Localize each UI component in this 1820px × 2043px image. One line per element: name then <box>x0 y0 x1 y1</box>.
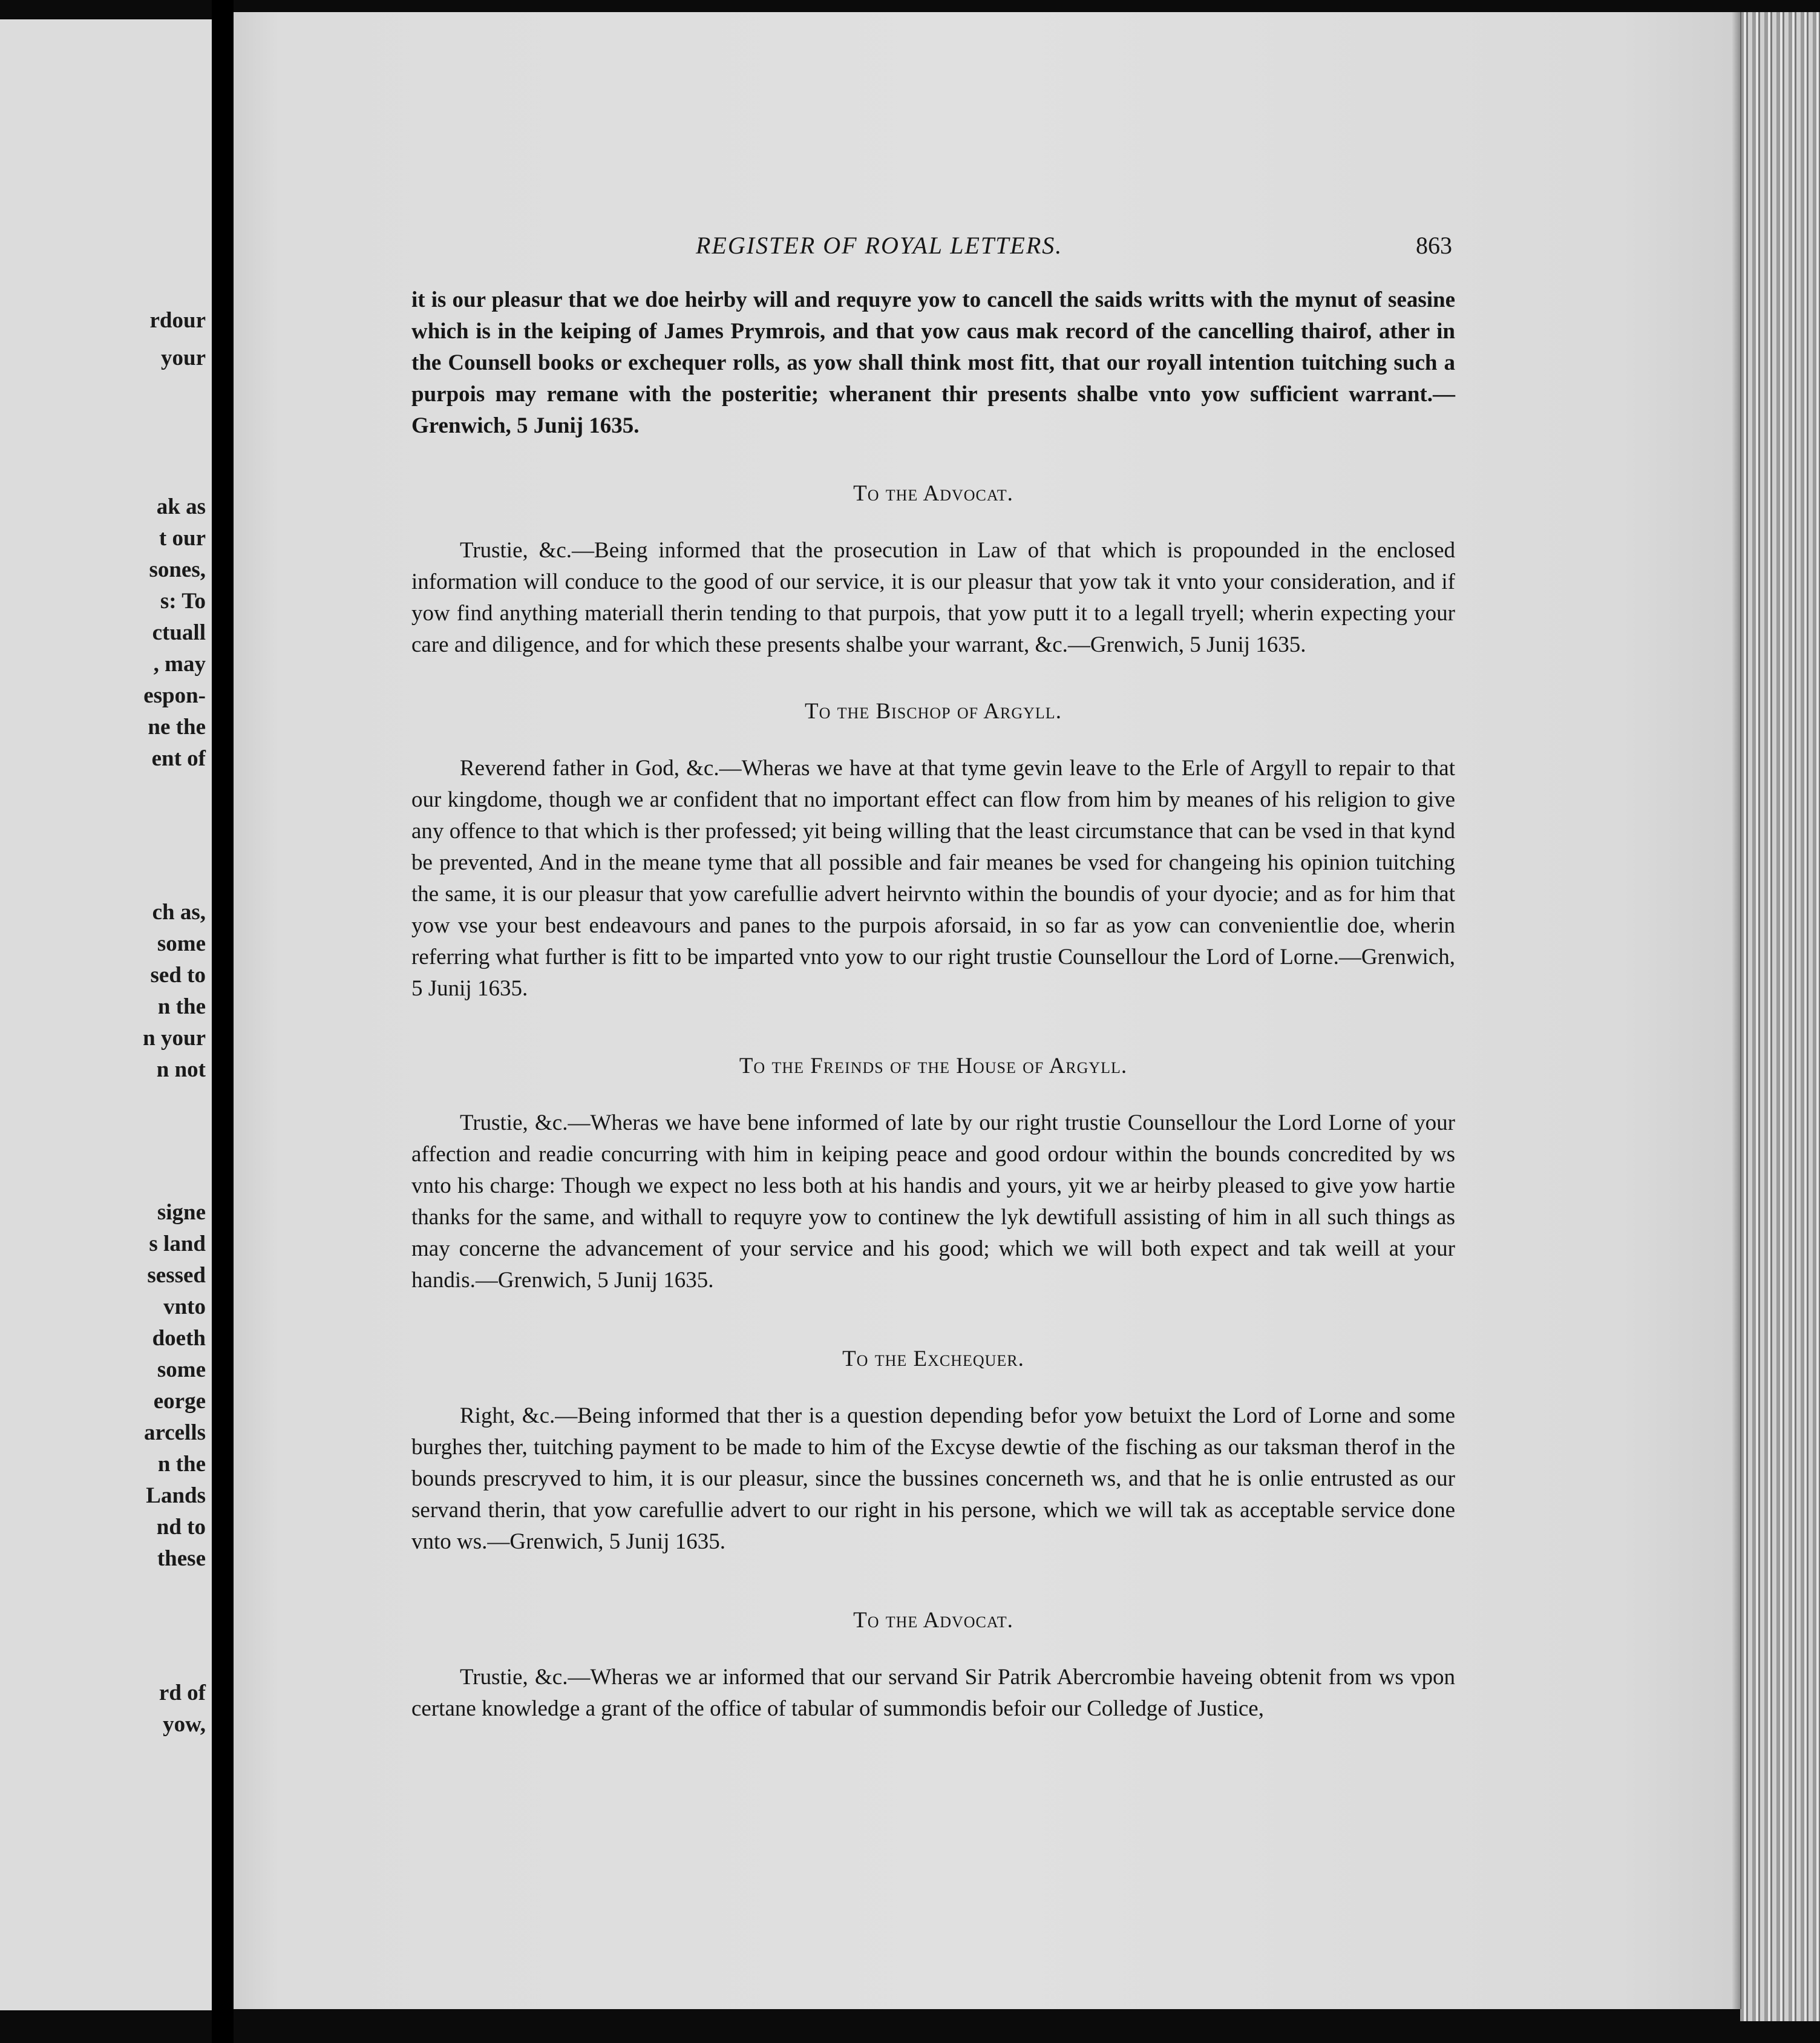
left-page-line: s: To <box>160 589 206 614</box>
left-page-line: sessed <box>147 1263 206 1288</box>
left-page-line: your <box>161 346 206 370</box>
letter-heading: To the Freinds of the House of Argyll. <box>739 1054 1128 1078</box>
left-page-line: ak as <box>156 494 206 519</box>
left-page-line: rdour <box>149 308 206 333</box>
left-page-line: espon- <box>143 683 206 708</box>
left-page-line: sed to <box>150 963 206 988</box>
left-page-line: ent of <box>151 746 206 771</box>
left-page-line: ctuall <box>152 620 206 645</box>
left-page-line: eorge <box>153 1389 206 1414</box>
letter-advocat-1 <box>411 478 1455 661</box>
left-page-line: sones, <box>149 557 206 582</box>
left-page-line: vnto <box>163 1294 206 1319</box>
left-page-line: ne the <box>148 715 206 739</box>
left-page-line: s land <box>149 1231 206 1256</box>
page-edge-shadow <box>1732 12 1741 2009</box>
letter-bischop-argyll <box>411 696 1455 1005</box>
left-page-line: ch as, <box>152 900 206 925</box>
left-page-line: Lands <box>146 1483 206 1508</box>
letter-exchequer <box>411 1343 1455 1558</box>
left-page-line: rd of <box>159 1681 206 1705</box>
left-page-line: yow, <box>163 1712 206 1737</box>
left-page-line: nd to <box>156 1515 206 1540</box>
letter-freinds-argyll <box>411 1051 1455 1296</box>
left-page-line: these <box>157 1546 206 1571</box>
left-page-line: n your <box>143 1026 206 1051</box>
running-title: REGISTER OF ROYAL LETTERS. <box>696 232 1063 259</box>
page-number: 863 <box>1416 232 1452 259</box>
letter-heading: To the Advocat. <box>853 481 1013 506</box>
letter-heading: To the Advocat. <box>853 1608 1013 1633</box>
letter-advocat-2 <box>411 1605 1455 1725</box>
left-page-line: arcells <box>143 1420 206 1445</box>
running-header <box>696 231 1458 267</box>
letter-heading: To the Exchequer. <box>842 1346 1024 1371</box>
letter-body: Trustie, &c.—Wheras we have bene informed of late by our right trustie Counsellour the Lord Lorne of your affection and readie concurring with him in keiping peace and good ordour within the bounds concredited by ws vnto his charge: Though we expect no less both at his handis and yours, yit we ar heirby pleased to give yow hartie thanks for the same, and withall to requyre yow to continew the lyk dewtifull assisting of him in all such things as may concerne the advancement of your service and his good; which we will both expect and tak weill at your handis.—Grenwich, 5 Junij 1635. <box>411 1110 1455 1293</box>
facing-page-left <box>0 19 212 2010</box>
left-page-line: some <box>157 931 206 956</box>
letter-body: Reverend father in God, &c.—Wheras we have at that tyme gevin leave to the Erle of Argyll to repair to that our kingdome, though we ar confident that no important effect can flow from him by meanes of his religion to give any offence to that which is ther professed; yit being willing that the least circumstance that can be vsed in that kynd be prevented, And in the meane tyme that all possible and fair meanes be vsed for changeing his opinion tuitching the same, it is our pleasur that yow carefullie advert heirvnto within the boundis of your dyocie; and as for him that yow vse your best endeavours and panes to the purpois aforsaid, in so far as yow can convenientlie doe, wherin referring what further is fitt to be imparted vnto yow to our right trustie Counsellour the Lord of Lorne.—Grenwich, 5 Junij 1635. <box>411 756 1455 1001</box>
left-page-line: t our <box>159 526 206 551</box>
page-edges <box>1740 12 1820 2021</box>
letter-body: Right, &c.—Being informed that ther is a question depending befor yow betuixt the Lord of Lorne and some burghes ther, tuitching payment to be made to him of the Excyse dewtie of the fisching as our taksman therof in the bounds prescryved to him, it is our pleasur, since the bussines concerneth ws, and that he is onlie entrusted as our servand therin, that yow carefullie advert to our right in his persone, which we will tak as acceptable service done vnto ws.—Grenwich, 5 Junij 1635. <box>411 1403 1455 1554</box>
left-page-line: , may <box>153 652 206 677</box>
intro-text: it is our pleasur that we doe heirby will and requyre yow to cancell the saids writts with the mynut of seasine which is in the keiping of James Prymrois, and that yow caus mak record of the cancelling thairof, ather in the Counsell books or exchequer rolls, as yow shall think most fitt, that our royall intention tuitching such a purpois may remane with the posteritie; wheranent thir presents shalbe vnto yow sufficient warrant.—Grenwich, 5 Junij 1635. <box>411 287 1455 438</box>
letter-heading: To the Bischop of Argyll. <box>805 699 1062 724</box>
letter-body: Trustie, &c.—Wheras we ar informed that our servand Sir Patrik Abercrombie haveing obtenit from ws vpon certane knowledge a grant of the office of tabular of summondis befoir our Colledge of Justice, <box>411 1665 1455 1721</box>
left-page-line: n the <box>157 1452 206 1477</box>
intro-paragraph <box>411 284 1455 442</box>
left-page-line: some <box>157 1357 206 1382</box>
left-page-line: n not <box>156 1057 206 1082</box>
left-page-line: n the <box>157 994 206 1019</box>
letter-body: Trustie, &c.—Being informed that the prosecution in Law of that which is propounded in the enclosed information will conduce to the good of our service, it is our pleasur that yow tak it vnto your consideration, and if yow find anything materiall therin tending to that purpois, that yow putt it to a legall tryell; wherin expecting your care and diligence, and for which these presents shalbe your warrant, &c.—Grenwich, 5 Junij 1635. <box>411 538 1455 657</box>
book-gutter <box>212 0 234 2043</box>
left-page-line: signe <box>157 1200 206 1225</box>
left-page-line: doeth <box>152 1326 206 1351</box>
